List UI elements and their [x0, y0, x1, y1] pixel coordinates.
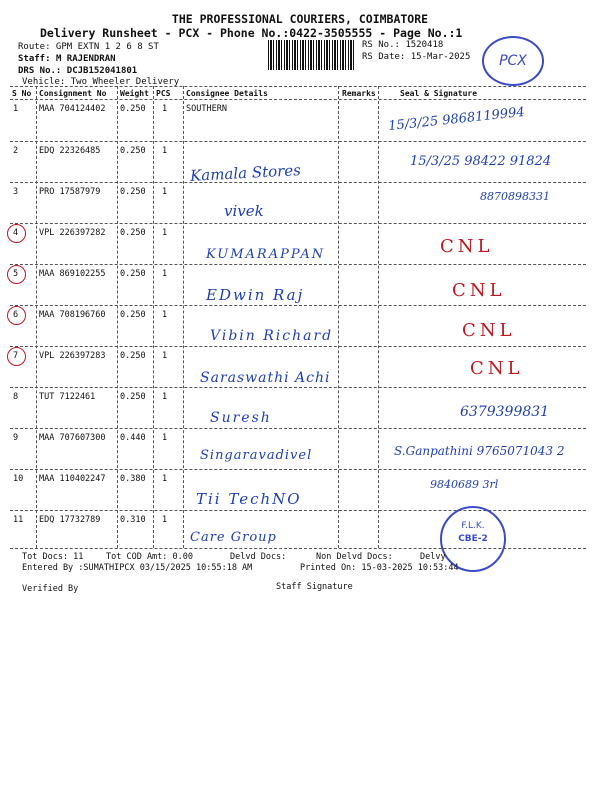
row-11-sno: 11 — [13, 515, 24, 525]
staff-label: Staff: — [18, 54, 51, 64]
row-6-remark-cnl: CNL — [462, 320, 516, 341]
row-10-pcs: 1 — [162, 474, 168, 484]
rs-date: RS Date: 15-Mar-2025 — [362, 52, 471, 62]
company-title: THE PROFESSIONAL COURIERS, COIMBATORE — [171, 12, 429, 26]
row-8-signature: 6379399831 — [460, 404, 550, 420]
row-9-signature: S.Ganpathini 9765071043 2 — [394, 444, 565, 458]
barcode — [268, 40, 354, 70]
rs-number: RS No.: 1520418 — [362, 40, 444, 50]
row-3-signature: 8870898331 — [480, 190, 550, 203]
row-1-pcs: 1 — [162, 104, 168, 114]
row-5-weight: 0.250 — [120, 269, 146, 279]
drs-row — [18, 66, 137, 76]
row-2-consignment: EDQ 22326485 — [39, 146, 101, 156]
row-8-sno: 8 — [13, 392, 19, 402]
row-7-pcs: 1 — [162, 351, 168, 361]
row-7-remark-cnl: CNL — [470, 358, 524, 379]
drs-number: DCJB152041801 — [66, 66, 138, 76]
total-docs: Tot Docs: 11 — [22, 552, 84, 562]
row-8-consignee-handwritten: Suresh — [210, 410, 272, 426]
row-7-consignment: VPL 226397283 — [39, 351, 106, 361]
col-seal-signature: Seal & Signature — [400, 89, 478, 98]
row-3-weight: 0.250 — [120, 187, 146, 197]
col-consignee: Consignee Details — [186, 89, 268, 98]
row-6-consignment: MAA 708196760 — [39, 310, 106, 320]
row-6-sno: 6 — [13, 310, 19, 320]
runsheet-table — [10, 86, 586, 548]
row-1-signature: 15/3/25 9868119994 — [387, 104, 526, 135]
delivered-docs: Delvd Docs: — [230, 552, 287, 562]
row-11-weight: 0.310 — [120, 515, 146, 525]
entered-by: Entered By :SUMATHIPCX 03/15/2025 10:55:18 AM — [22, 563, 253, 573]
row-11-consignee-handwritten: Care Group — [190, 530, 277, 545]
row-6-pcs: 1 — [162, 310, 168, 320]
row-2-signature: 15/3/25 98422 91824 — [410, 154, 552, 169]
row-3-consignee-handwritten: vivek — [224, 202, 264, 220]
row-11-consignment: EDQ 17732789 — [39, 515, 101, 525]
staff-name: M RAJENDRAN — [55, 54, 116, 64]
row-8-consignment: TUT 7122461 — [39, 392, 96, 402]
runsheet-subtitle: Delivery Runsheet - PCX - Phone No.:0422-3505555 - Page No.:1 — [40, 26, 463, 40]
row-9-weight: 0.440 — [120, 433, 146, 443]
row-9-consignment: MAA 707607300 — [39, 433, 106, 443]
row-3-consignment: PRO 17587979 — [39, 187, 101, 197]
row-2-weight: 0.250 — [120, 146, 146, 156]
row-10-consignment: MAA 110402247 — [39, 474, 106, 484]
row-4-remark-cnl: CNL — [440, 236, 494, 257]
stamp-text: F.L.K. — [461, 521, 485, 531]
printed-on: Printed On: 15-03-2025 10:53:44 — [300, 563, 459, 573]
row-7-consignee-handwritten: Saraswathi Achi — [200, 370, 331, 386]
row-5-consignee-handwritten: EDwin Raj — [206, 286, 305, 304]
row-10-signature: 9840689 3rl — [430, 478, 499, 491]
row-5-sno: 5 — [13, 269, 19, 279]
row-4-sno: 4 — [13, 228, 19, 238]
row-7-sno: 7 — [13, 351, 19, 361]
vehicle: Vehicle: Two Wheeler Delivery — [22, 77, 180, 87]
row-6-weight: 0.250 — [120, 310, 146, 320]
col-sno: S No — [12, 89, 32, 98]
row-9-sno: 9 — [13, 433, 19, 443]
row-4-consignment: VPL 226397282 — [39, 228, 106, 238]
row-4-pcs: 1 — [162, 228, 168, 238]
row-1-weight: 0.250 — [120, 104, 146, 114]
staff-row — [18, 54, 116, 64]
verified-by: Verified By — [22, 584, 79, 594]
row-9-consignee-handwritten: Singaravadivel — [200, 448, 313, 463]
row-1-consignee: SOUTHERN — [186, 104, 227, 114]
row-10-sno: 10 — [13, 474, 24, 484]
delivery-label: Delvy — [420, 552, 446, 562]
row-1-consignment: MAA 704124402 — [39, 104, 106, 114]
row-2-pcs: 1 — [162, 146, 168, 156]
row-5-pcs: 1 — [162, 269, 168, 279]
col-remarks: Remarks — [342, 89, 376, 98]
total-cod-amount: Tot COD Amt: 0.00 — [106, 552, 193, 562]
col-pcs: PCS — [156, 89, 171, 98]
row-2-sno: 2 — [13, 146, 19, 156]
row-4-weight: 0.250 — [120, 228, 146, 238]
row-1-sno: 1 — [13, 104, 19, 114]
row-5-consignment: MAA 869102255 — [39, 269, 106, 279]
col-weight: Weight — [120, 89, 149, 98]
row-3-sno: 3 — [13, 187, 19, 197]
row-10-weight: 0.380 — [120, 474, 146, 484]
row-8-pcs: 1 — [162, 392, 168, 402]
col-consignment: Consignment No — [39, 89, 107, 98]
row-9-pcs: 1 — [162, 433, 168, 443]
row-8-weight: 0.250 — [120, 392, 146, 402]
pcx-stamp: PCX — [482, 36, 544, 86]
drs-label: DRS No.: — [18, 66, 62, 76]
non-delivered-docs: Non Delvd Docs: — [316, 552, 393, 562]
staff-signature: Staff Signature — [276, 582, 353, 592]
row-4-consignee-handwritten: KUMARAPPAN — [206, 247, 326, 262]
row-11-pcs: 1 — [162, 515, 168, 525]
row-10-consignee-handwritten: Tii TechNO — [196, 490, 302, 508]
route: Route: GPM EXTN 1 2 6 8 ST — [18, 42, 159, 52]
row-7-weight: 0.250 — [120, 351, 146, 361]
row-2-consignee-handwritten: Kamala Stores — [189, 161, 302, 185]
stamp-sub-text: CBE-2 — [458, 533, 488, 544]
row-5-remark-cnl: CNL — [452, 280, 506, 301]
row-6-consignee-handwritten: Vibin Richard — [210, 328, 334, 344]
row-3-pcs: 1 — [162, 187, 168, 197]
